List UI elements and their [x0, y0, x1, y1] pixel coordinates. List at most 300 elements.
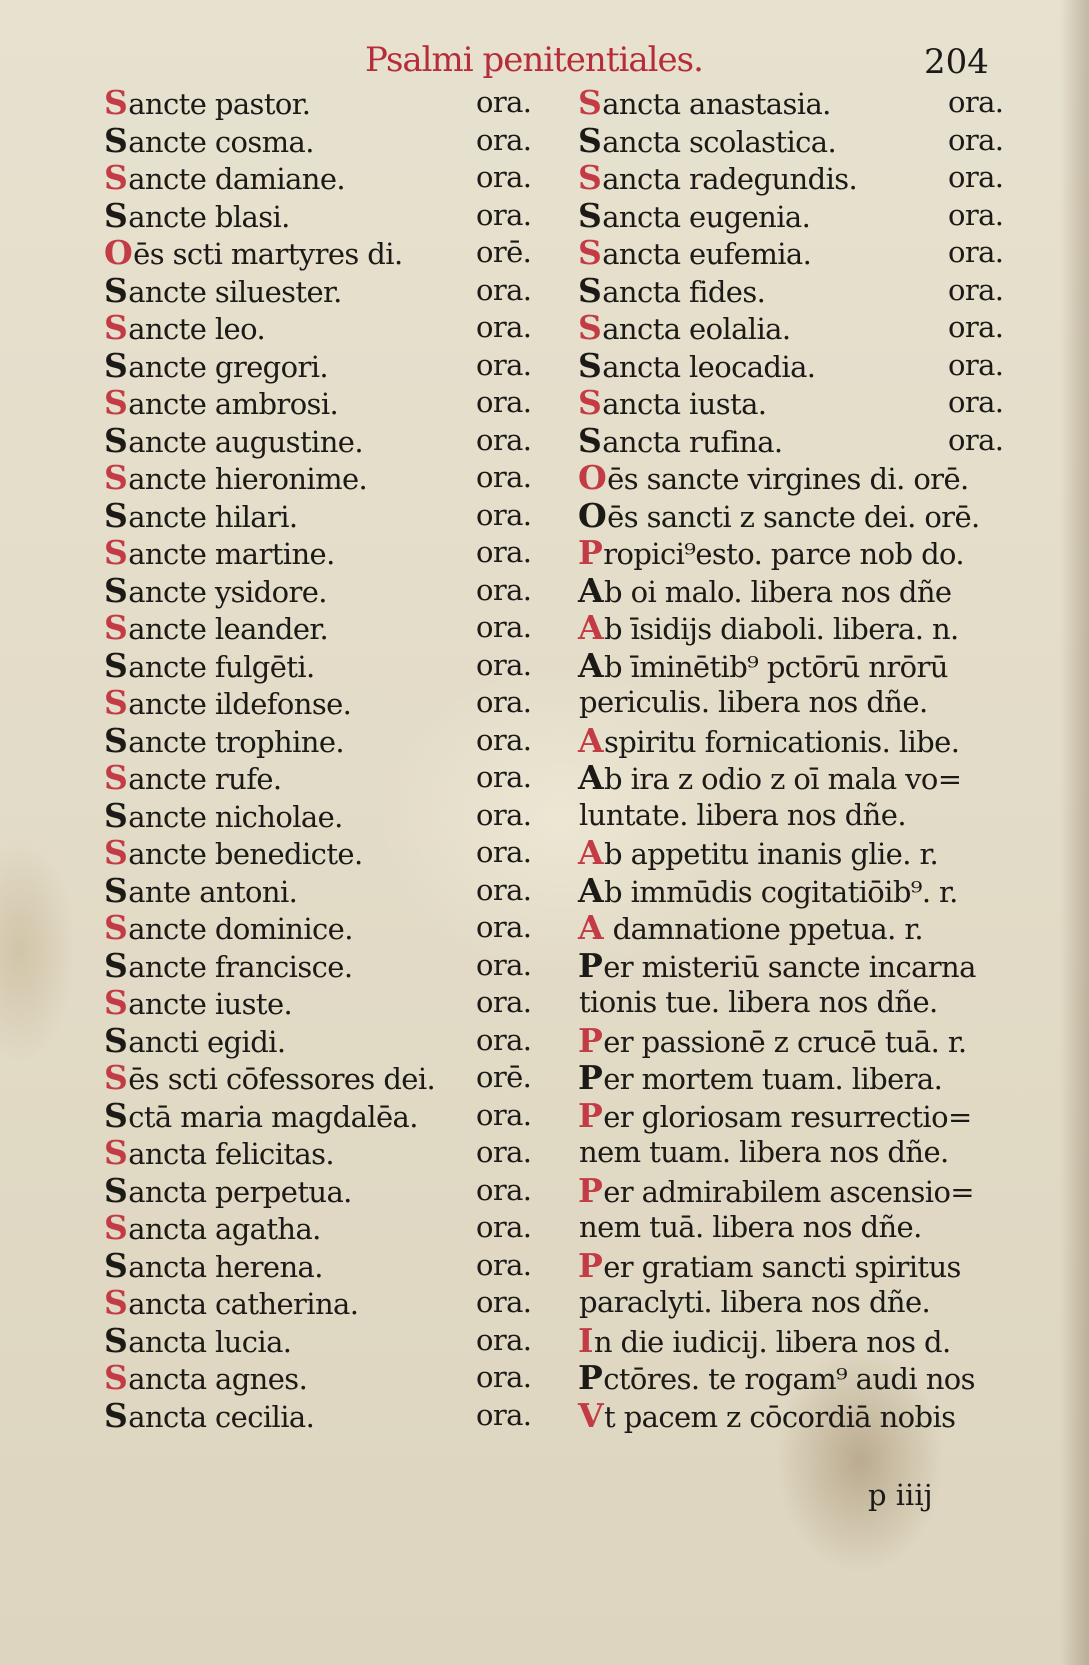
- litany-text: [578, 684, 928, 722]
- litany-text: [578, 1247, 961, 1287]
- litany-text: [104, 1247, 323, 1287]
- litany-line: [104, 797, 564, 835]
- litany-line: [104, 1059, 564, 1097]
- response-ora: ora.: [476, 947, 532, 982]
- litany-text: [578, 722, 959, 762]
- response-ora: ora.: [476, 647, 532, 682]
- litany-text: [104, 1397, 314, 1437]
- litany-text: [578, 947, 976, 987]
- litany-text: [578, 234, 811, 274]
- invocation-text: ancta rufina.: [602, 424, 783, 459]
- rubricated-initial: S: [104, 120, 128, 160]
- litany-line: [104, 384, 564, 422]
- rubricated-initial: S: [104, 420, 128, 460]
- invocation-text: ancta herena.: [128, 1249, 323, 1284]
- litany-text: [104, 1322, 291, 1362]
- litany-text: [104, 1209, 321, 1249]
- invocation-text: b immūdis cogitatiōib⁹. r.: [604, 874, 958, 909]
- litany-text: [578, 84, 831, 124]
- rubricated-initial: S: [578, 345, 602, 385]
- invocation-text: b appetitu inanis glie. r.: [604, 837, 939, 871]
- litany-line: [578, 422, 1048, 460]
- invocation-text: ancta eufemia.: [602, 237, 812, 271]
- invocation-text: n die iudicij. libera nos d.: [593, 1324, 951, 1359]
- litany-line: [104, 1209, 564, 1247]
- litany-line: [104, 1284, 564, 1322]
- rubricated-initial: S: [578, 158, 602, 197]
- litany-text: [578, 459, 969, 499]
- rubricated-initial: S: [104, 158, 128, 197]
- litany-line: [104, 984, 564, 1022]
- response-ora: ora.: [948, 272, 1004, 307]
- litany-line: [578, 309, 1048, 347]
- litany-text: [104, 684, 351, 724]
- litany-text: [578, 159, 857, 199]
- litany-text: [104, 609, 328, 649]
- invocation-text: ancta agatha.: [128, 1212, 321, 1246]
- litany-line: [578, 197, 1048, 235]
- rubricated-initial: S: [104, 383, 128, 422]
- litany-line: [104, 497, 564, 535]
- litany-text: [578, 122, 836, 162]
- response-ora: ora.: [476, 310, 532, 344]
- litany-text: [578, 1209, 922, 1247]
- litany-line: [578, 572, 1048, 610]
- response-ora: ora.: [948, 385, 1004, 419]
- invocation-text: ancta agnes.: [128, 1362, 308, 1396]
- rubricated-initial: P: [578, 533, 603, 572]
- rubricated-initial: S: [104, 458, 128, 497]
- litany-line: [104, 459, 564, 497]
- rubricated-initial: S: [104, 758, 128, 797]
- rubricated-initial: S: [578, 383, 602, 422]
- litany-text: [578, 197, 810, 237]
- litany-text: [578, 1284, 930, 1322]
- rubricated-initial: S: [104, 945, 128, 985]
- response-ora: ora.: [476, 872, 532, 907]
- litany-text: [104, 1134, 334, 1174]
- response-ora: ora.: [476, 1322, 532, 1357]
- invocation-text: er passionē z crucē tuā. r.: [603, 1024, 967, 1059]
- invocation-text: ancte leander.: [128, 612, 329, 646]
- response-ora: ora.: [948, 122, 1004, 157]
- response-ora: ora.: [948, 160, 1004, 194]
- litany-text: [104, 984, 292, 1024]
- invocation-text: b īsidijs diaboli. libera. n.: [604, 612, 959, 646]
- response-ora: ora.: [476, 722, 532, 757]
- litany-line: [104, 647, 564, 685]
- invocation-text: er mortem tuam. libera.: [603, 1062, 943, 1096]
- litany-text: [104, 497, 298, 537]
- litany-text: [578, 834, 938, 874]
- litany-text: [578, 1172, 974, 1212]
- litany-line: [578, 497, 1048, 535]
- litany-text: [104, 909, 353, 949]
- invocation-text: ropici⁹esto. parce nob do.: [603, 537, 964, 571]
- litany-line: [104, 1097, 564, 1135]
- rubricated-initial: S: [578, 195, 602, 235]
- response-ora: ora.: [948, 310, 1004, 344]
- litany-line: [578, 1359, 1048, 1397]
- invocation-text: ēs scti martyres di.: [133, 237, 403, 271]
- rubricated-initial: S: [104, 908, 128, 947]
- rubricated-initial: S: [578, 270, 602, 310]
- response-ora: ora.: [476, 985, 532, 1019]
- invocation-text: ctōres. te rogam⁹ audi nos: [603, 1362, 975, 1396]
- litany-line: [578, 1022, 1048, 1060]
- litany-line: [104, 909, 564, 947]
- litany-text: [104, 84, 310, 124]
- invocation-text: ancte iuste.: [128, 987, 293, 1021]
- litany-line: [578, 984, 1048, 1022]
- litany-line: [578, 347, 1048, 385]
- invocation-text: paraclyti. libera nos dñe.: [579, 1285, 931, 1319]
- response-ora: ora.: [476, 160, 532, 194]
- invocation-text: ancte leo.: [128, 312, 266, 346]
- rubricated-initial: S: [104, 795, 128, 835]
- litany-text: [578, 1059, 942, 1099]
- rubricated-initial: A: [578, 570, 604, 610]
- invocation-text: ancte ysidore.: [128, 574, 327, 609]
- litany-text: [104, 159, 345, 199]
- response-ora: ora.: [476, 1097, 532, 1132]
- rubricated-initial: P: [578, 1095, 603, 1135]
- invocation-text: ancte francisce.: [128, 949, 353, 984]
- litany-text: [578, 609, 959, 649]
- running-title: Psalmi penitentiales.: [365, 40, 703, 80]
- litany-line: [578, 1209, 1048, 1247]
- response-ora: ora.: [948, 197, 1004, 232]
- invocation-text: nem tuā. libera nos dñe.: [579, 1210, 922, 1244]
- invocation-text: ancte siluester.: [128, 274, 342, 309]
- response-ora: ora.: [476, 460, 532, 494]
- litany-line: [578, 459, 1048, 497]
- invocation-text: er gratiam sancti spiritus: [603, 1249, 961, 1284]
- litany-line: [104, 722, 564, 760]
- rubricated-initial: S: [104, 1320, 128, 1360]
- invocation-text: tionis tue. libera nos dñe.: [579, 985, 938, 1019]
- response-ora: ora.: [476, 1285, 532, 1319]
- litany-line: [104, 272, 564, 310]
- rubricated-initial: S: [104, 1133, 128, 1172]
- invocation-text: ancta eolalia.: [602, 312, 791, 346]
- litany-line: [104, 84, 564, 122]
- litany-line: [104, 197, 564, 235]
- page-number: 204: [924, 42, 989, 82]
- litany-text: [578, 984, 938, 1022]
- litany-text: [578, 1322, 951, 1362]
- rubricated-initial: S: [104, 570, 128, 610]
- litany-line: [578, 384, 1048, 422]
- invocation-text: spiritu fornicationis. libe.: [604, 724, 960, 759]
- litany-line: [578, 947, 1048, 985]
- litany-text: [104, 459, 367, 499]
- invocation-text: ancte gregori.: [128, 349, 329, 384]
- litany-text: [104, 947, 352, 987]
- litany-text: [578, 909, 923, 949]
- litany-text: [104, 872, 297, 912]
- rubricated-initial: P: [578, 945, 603, 985]
- litany-text: [104, 1172, 352, 1212]
- invocation-text: ancte ambrosi.: [128, 387, 339, 421]
- rubricated-initial: P: [578, 1058, 603, 1097]
- response-ora: ora.: [476, 422, 532, 457]
- litany-line: [104, 572, 564, 610]
- rubricated-initial: S: [104, 1283, 128, 1322]
- litany-line: [104, 309, 564, 347]
- litany-text: [578, 1359, 975, 1399]
- invocation-text: ancta scolastica.: [602, 124, 837, 159]
- litany-line: [104, 234, 564, 272]
- invocation-text: ancte trophine.: [128, 724, 345, 759]
- invocation-text: ancte pastor.: [128, 87, 311, 121]
- litany-line: [104, 159, 564, 197]
- rubricated-initial: S: [104, 645, 128, 685]
- response-ora: ora.: [476, 610, 532, 644]
- litany-text: [104, 572, 327, 612]
- rubricated-initial: S: [104, 1208, 128, 1247]
- litany-line: [104, 1172, 564, 1210]
- litany-line: [104, 609, 564, 647]
- litany-text: [578, 1097, 972, 1137]
- invocation-text: luntate. libera nos dñe.: [579, 797, 906, 832]
- rubricated-initial: A: [578, 608, 604, 647]
- litany-line: [578, 609, 1048, 647]
- litany-line: [104, 684, 564, 722]
- invocation-text: ancte blasi.: [128, 199, 290, 234]
- invocation-text: ancte dominice.: [128, 912, 353, 946]
- rubricated-initial: A: [578, 758, 604, 797]
- response-ora: ora.: [476, 1210, 532, 1244]
- response-ora: ora.: [948, 235, 1004, 269]
- litany-text: [104, 272, 342, 312]
- litany-text: [578, 1397, 955, 1437]
- invocation-text: b īminētib⁹ pctōrū nrōrū: [604, 649, 948, 684]
- rubricated-initial: S: [104, 1170, 128, 1210]
- litany-text: [104, 1059, 435, 1099]
- invocation-text: ctā maria magdalēa.: [128, 1099, 418, 1134]
- response-ora: ora.: [476, 1135, 532, 1169]
- litany-line: [578, 272, 1048, 310]
- rubricated-initial: S: [104, 1058, 128, 1097]
- litany-line: [578, 834, 1048, 872]
- rubricated-initial: S: [578, 83, 602, 122]
- litany-line: [578, 872, 1048, 910]
- litany-text: [104, 1284, 358, 1324]
- rubricated-initial: S: [104, 345, 128, 385]
- rubricated-initial: S: [104, 683, 128, 722]
- response-ora: ora.: [948, 347, 1004, 382]
- litany-text: [104, 1097, 418, 1137]
- rubricated-initial: S: [104, 308, 128, 347]
- litany-line: [104, 534, 564, 572]
- litany-line: [578, 1284, 1048, 1322]
- litany-line: [104, 422, 564, 460]
- invocation-text: ēs scti cōfessores dei.: [128, 1062, 436, 1096]
- rubricated-initial: S: [104, 870, 128, 910]
- litany-text: [578, 797, 906, 835]
- litany-text: [104, 347, 328, 387]
- litany-line: [104, 1134, 564, 1172]
- response-ora: ora.: [476, 385, 532, 419]
- litany-line: [104, 1359, 564, 1397]
- litany-text: [104, 797, 343, 837]
- litany-text: [104, 197, 290, 237]
- invocation-text: ancte benedicte.: [128, 837, 363, 871]
- rubricated-initial: S: [104, 1095, 128, 1135]
- litany-line: [578, 1247, 1048, 1285]
- litany-text: [104, 834, 363, 874]
- rubricated-initial: I: [578, 1320, 593, 1360]
- litany-text: [578, 422, 783, 462]
- rubricated-initial: S: [104, 533, 128, 572]
- invocation-text: ancta cecilia.: [128, 1399, 315, 1434]
- invocation-text: ancta perpetua.: [128, 1174, 352, 1209]
- rubricated-initial: O: [578, 495, 607, 535]
- litany-line: [578, 84, 1048, 122]
- invocation-text: ancta fides.: [602, 274, 766, 309]
- response-ora: ora.: [476, 347, 532, 382]
- rubricated-initial: S: [578, 120, 602, 160]
- litany-text: [104, 309, 265, 349]
- response-ora: ora.: [476, 1397, 532, 1432]
- invocation-text: ancti egidi.: [128, 1024, 286, 1059]
- invocation-text: ancta felicitas.: [128, 1137, 335, 1171]
- response-ora: ora.: [476, 910, 532, 944]
- rubricated-initial: P: [578, 1245, 603, 1285]
- litany-text: [578, 347, 815, 387]
- response-ora: ora.: [476, 1247, 532, 1282]
- litany-line: [578, 1097, 1048, 1135]
- litany-text: [578, 759, 961, 799]
- litany-text: [104, 384, 338, 424]
- response-ora: ora.: [476, 535, 532, 569]
- invocation-text: ancte fulgēti.: [128, 649, 315, 684]
- response-ora: orē.: [476, 1060, 532, 1094]
- response-ora: ora.: [476, 122, 532, 157]
- rubricated-initial: P: [578, 1358, 603, 1397]
- response-ora: ora.: [476, 572, 532, 607]
- invocation-text: ancta eugenia.: [602, 199, 811, 234]
- response-ora: ora.: [476, 685, 532, 719]
- rubricated-initial: S: [578, 420, 602, 460]
- rubricated-initial: S: [104, 1020, 128, 1060]
- litany-text: [578, 272, 765, 312]
- invocation-text: er gloriosam resurrectio=: [603, 1099, 972, 1134]
- invocation-text: ancta radegundis.: [602, 162, 858, 196]
- litany-text: [578, 309, 790, 349]
- rubricated-initial: A: [578, 833, 604, 872]
- litany-line: [578, 684, 1048, 722]
- response-ora: ora.: [476, 760, 532, 794]
- invocation-text: ancte ildefonse.: [128, 687, 352, 721]
- invocation-text: b oi malo. libera nos dñe: [604, 574, 952, 609]
- rubricated-initial: S: [104, 195, 128, 235]
- litany-line: [578, 159, 1048, 197]
- response-ora: ora.: [476, 497, 532, 532]
- litany-line: [578, 797, 1048, 835]
- response-ora: ora.: [476, 797, 532, 832]
- response-ora: ora.: [948, 422, 1004, 457]
- invocation-text: ancta lucia.: [128, 1324, 292, 1359]
- rubricated-initial: V: [578, 1395, 604, 1435]
- invocation-text: ancta catherina.: [128, 1287, 359, 1321]
- litany-text: [104, 234, 403, 274]
- litany-line: [104, 947, 564, 985]
- litany-line: [104, 1322, 564, 1360]
- litany-line: [578, 722, 1048, 760]
- rubricated-initial: S: [104, 608, 128, 647]
- litany-line: [578, 909, 1048, 947]
- litany-line: [578, 1059, 1048, 1097]
- response-ora: ora.: [476, 1360, 532, 1394]
- litany-line: [104, 759, 564, 797]
- litany-line: [578, 647, 1048, 685]
- litany-line: [578, 1134, 1048, 1172]
- litany-line: [104, 834, 564, 872]
- rubricated-initial: S: [104, 983, 128, 1022]
- litany-text: [578, 384, 766, 424]
- litany-line: [578, 1172, 1048, 1210]
- litany-text: [104, 722, 344, 762]
- invocation-text: er admirabilem ascensio=: [603, 1174, 975, 1209]
- litany-text: [578, 534, 964, 574]
- invocation-text: ancte rufe.: [128, 762, 282, 796]
- rubricated-initial: S: [104, 1395, 128, 1435]
- left-litany-column: [104, 84, 564, 1434]
- right-litany-column: [578, 84, 1048, 1434]
- invocation-text: ancte augustine.: [128, 424, 363, 459]
- litany-line: [104, 1022, 564, 1060]
- rubricated-initial: A: [578, 720, 604, 760]
- litany-text: [578, 647, 948, 687]
- invocation-text: ancta iusta.: [602, 387, 767, 421]
- litany-text: [104, 1359, 307, 1399]
- rubricated-initial: S: [578, 233, 602, 272]
- invocation-text: damnatione ppetua. r.: [604, 912, 924, 946]
- litany-text: [578, 1134, 949, 1172]
- rubricated-initial: A: [578, 645, 604, 685]
- invocation-text: b ira z odio z oī mala vo=: [604, 762, 962, 796]
- litany-text: [578, 872, 958, 912]
- invocation-text: ancta leocadia.: [602, 349, 816, 384]
- litany-line: [104, 1247, 564, 1285]
- litany-line: [104, 1397, 564, 1435]
- litany-line: [104, 347, 564, 385]
- litany-text: [104, 534, 335, 574]
- rubricated-initial: P: [578, 1170, 603, 1210]
- litany-text: [578, 497, 980, 537]
- litany-text: [104, 422, 363, 462]
- litany-text: [578, 572, 952, 612]
- invocation-text: ancte cosma.: [128, 124, 314, 159]
- rubricated-initial: S: [104, 1245, 128, 1285]
- rubricated-initial: S: [104, 833, 128, 872]
- rubricated-initial: O: [578, 458, 607, 497]
- invocation-text: t pacem z cōcordiā nobis: [604, 1399, 956, 1434]
- litany-line: [104, 872, 564, 910]
- invocation-text: ēs sancti z sancte dei. orē.: [607, 499, 980, 534]
- invocation-text: ancta anastasia.: [602, 87, 831, 121]
- response-ora: ora.: [476, 197, 532, 232]
- rubricated-initial: S: [104, 1358, 128, 1397]
- response-ora: ora.: [476, 835, 532, 869]
- rubricated-initial: S: [104, 495, 128, 535]
- rubricated-initial: A: [578, 908, 604, 947]
- invocation-text: nem tuam. libera nos dñe.: [579, 1135, 949, 1169]
- response-ora: ora.: [948, 85, 1004, 119]
- rubricated-initial: O: [104, 233, 133, 272]
